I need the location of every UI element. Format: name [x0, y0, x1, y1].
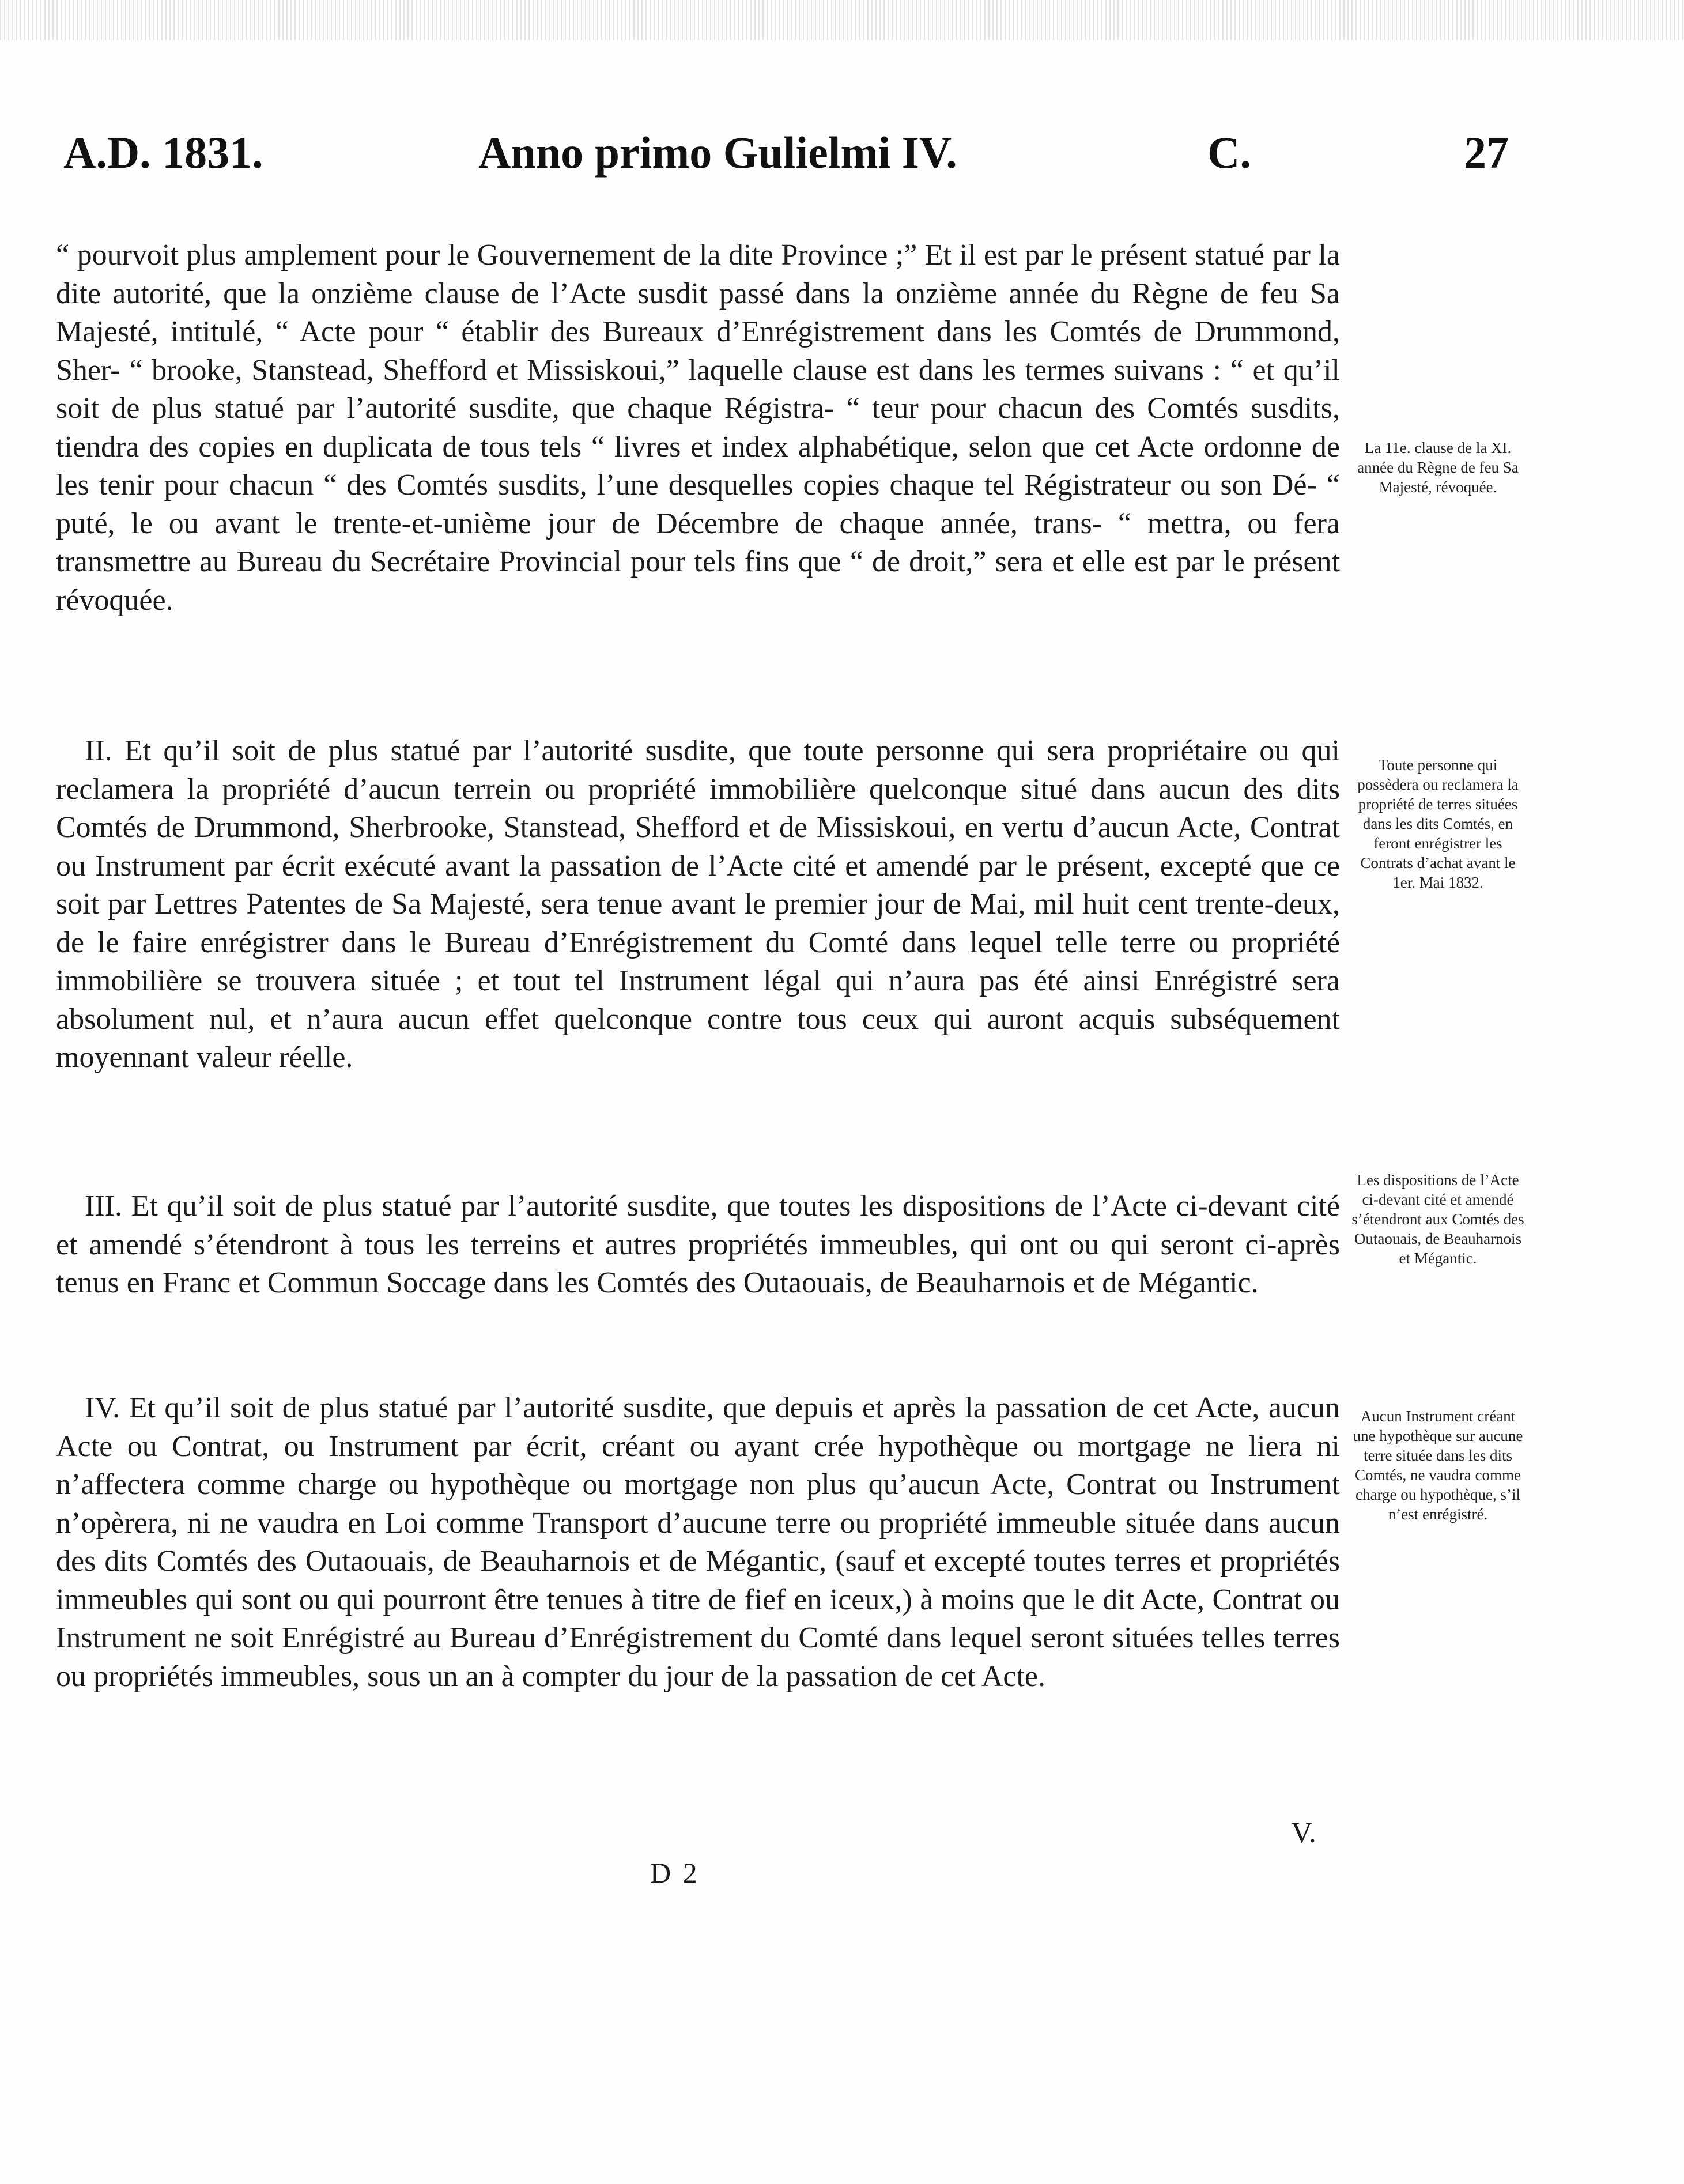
page-number: 27 — [1464, 127, 1509, 178]
running-header — [63, 127, 1516, 190]
header-chapter: C. — [1207, 127, 1251, 178]
catchword: V. — [1291, 1816, 1316, 1849]
paragraph-continuation: “ pourvoit plus amplement pour le Gouvernement de la dite Province ;” Et il est par le présent statué par la dite autorité, que la onzième clause de l’Acte susdit passé dans la onzième année du Règne de feu Sa Majesté, intitulé, “ Acte pour “ établir des Bureaux d’Enrégistrement dans les Comtés de Drummond, Sher- “ brooke, Stanstead, Shefford et Missiskoui,” laquelle clause est dans les termes suivans : “ et qu’il soit de plus statué par l’autorité susdite, que chaque Régistra- “ teur pour chacun des Comtés susdits, tiendra des copies en duplicata de tous tels “ livres et index alphabétique, selon que cet Acte ordonne de les tenir pour chacun “ des Comtés susdits, l’une desquelles copies chaque tel Régistrateur ou son Dé- “ puté, le ou avant le trente-et-unième jour de Décembre de chaque année, trans- “ mettra, ou fera transmettre au Bureau du Secrétaire Provincial pour tels fins que “ de droit,” sera et elle est par le présent révoquée. — [56, 239, 1340, 617]
margin-note-extension: Les dispositions de l’Acte ci-devant cité et amendé s’étendront aux Comtés des Outaouais, de Beauharnois et Mégantic. — [1351, 1171, 1524, 1267]
header-title: Anno primo Gulielmi IV. — [478, 127, 957, 178]
scan-noise — [0, 0, 1684, 40]
header-year: A.D. 1831. — [63, 127, 263, 178]
section-ii: II. Et qu’il soit de plus statué par l’autorité susdite, que toute personne qui sera propriétaire ou qui reclamera la propriété d’aucun terrein ou propriété immobilière quelconque situé dans aucun des dits Comtés de Drummond, Sherbrooke, Stanstead, Shefford et de Missiskoui, en vertu d’aucun Acte, Contrat ou Instrument par écrit exécuté avant la passation de l’Acte cité et amendé par le présent, excepté que ce soit par Lettres Patentes de Sa Majesté, sera tenue avant le premier jour de Mai, mil huit cent trente-deux, de le faire enrégistrer dans le Bureau d’Enrégistrement du Comté dans lequel telle terre ou propriété immobilière se trouvera située ; et tout tel Instrument légal qui n’aura pas été ainsi Enrégistré sera absolument nul, et n’aura aucun effet quelconque contre tous ceux qui auront acquis subséquement moyennant valeur réelle. — [56, 734, 1340, 1074]
margin-note-mortgage: Aucun Instrument créant une hypothèque sur aucune terre située dans les dits Comtés, ne vaudra comme charge ou hypothèque, s’il n’est enrégistré. — [1353, 1408, 1523, 1523]
margin-note-registration: Toute personne qui possèdera ou reclamera la propriété de terres situées dans les dits Comtés, en feront enrégistrer les Contrats d’achat avant le 1er. Mai 1832. — [1357, 756, 1519, 891]
signature-mark: D 2 — [650, 1857, 700, 1889]
margin-note-revocation: La 11e. clause de la XI. année du Règne de feu Sa Majesté, révoquée. — [1357, 439, 1519, 496]
section-iii: III. Et qu’il soit de plus statué par l’autorité susdite, que toutes les dispositions de l’Acte ci-devant cité et amendé s’étendront à tous les terreins et autres propriétés immeubles, qui ont ou qui seront ci-après tenus en Franc et Commun Soccage dans les Comtés des Outaouais, de Beauharnois et de Mégantic. — [56, 1190, 1340, 1299]
section-iv: IV. Et qu’il soit de plus statué par l’autorité susdite, que depuis et après la passation de cet Acte, aucun Acte ou Contrat, ou Instrument par écrit, créant ou ayant crée hypothèque ou mortgage ne liera ni n’affectera comme charge ou hypothèque ou mortgage non plus qu’aucun Acte, Contrat ou Instrument n’opèrera, ni ne vaudra en Loi comme Transport d’aucune terre ou propriété immeuble située dans aucun des dits Comtés des Outaouais, de Beauharnois et de Mégantic, (sauf et excepté toutes terres et propriétés immeubles qui sont ou qui pourront être tenues à titre de fief en iceux,) à moins que le dit Acte, Contrat ou Instrument ne soit Enrégistré au Bureau d’Enrégistrement du Comté dans lequel seront situées telles terres ou propriétés immeubles, sous un an à compter du jour de la passation de cet Acte. — [56, 1391, 1340, 1693]
